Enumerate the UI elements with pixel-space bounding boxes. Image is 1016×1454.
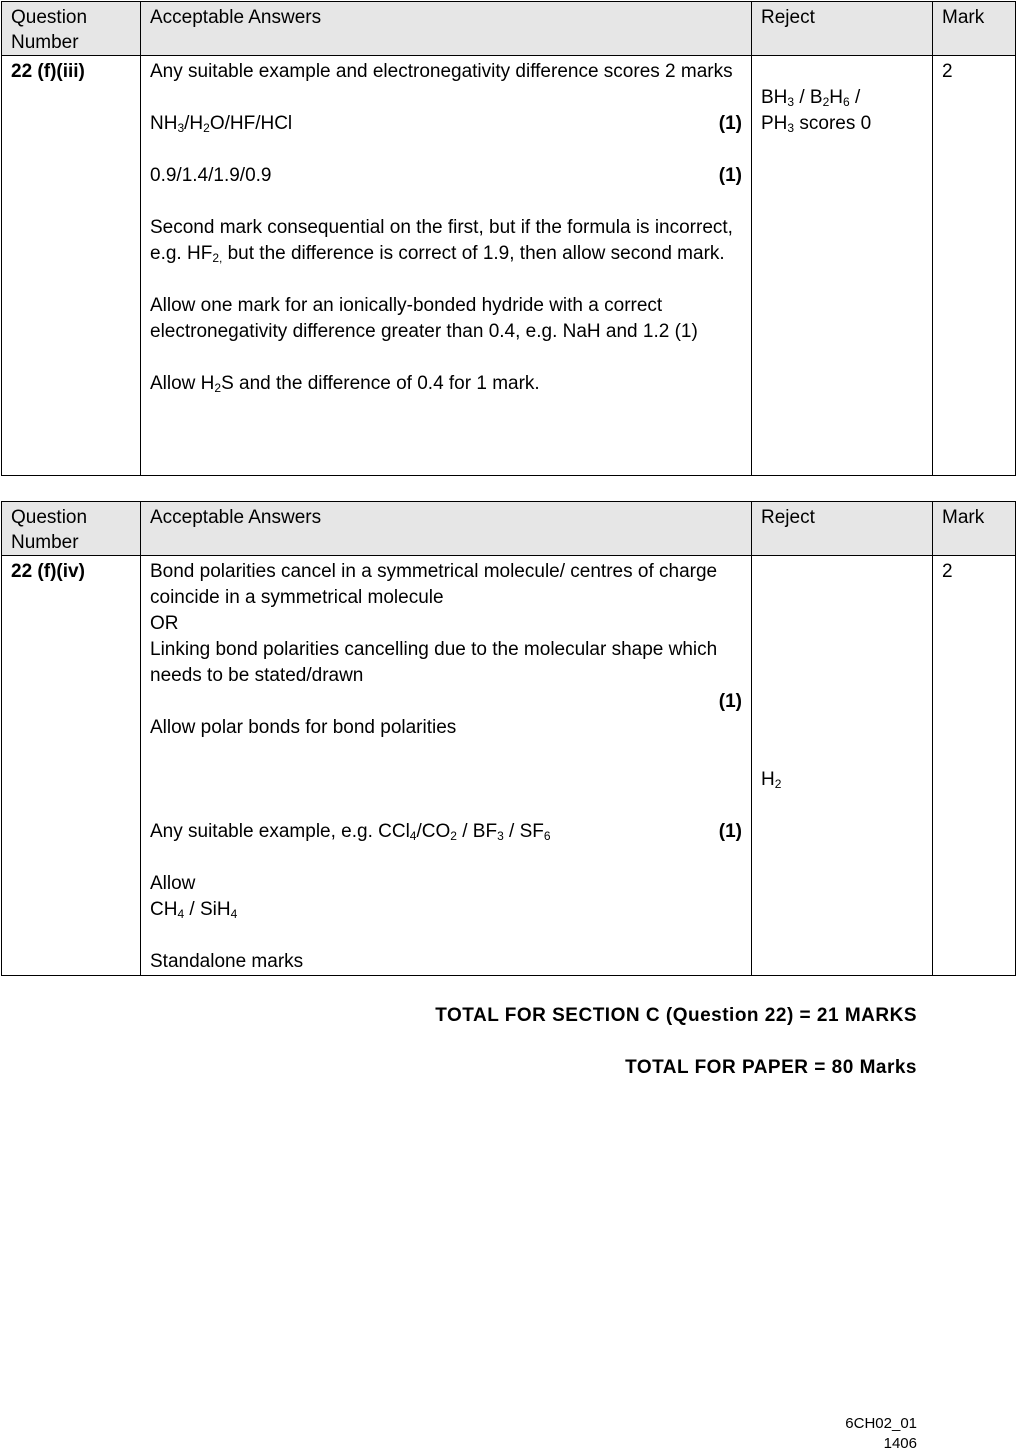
- allow-label: Allow: [150, 873, 196, 894]
- example-line: Any suitable example, e.g. $CCl_4/CO_2 / BF_3 / SF_6$ (1): [150, 821, 742, 843]
- paper-code: 6CH02_01: [845, 1415, 917, 1432]
- question-number: 22 (f)(iii): [2, 56, 141, 476]
- paper-total: TOTAL FOR PAPER = 80 Marks: [625, 1057, 917, 1078]
- question-number: 22 (f)(iv): [2, 556, 141, 976]
- answer-linking: Linking bond polarities cancelling due to the molecular shape which needs to be stated/drawn: [150, 639, 718, 686]
- header-question-number: Question Number: [2, 2, 141, 56]
- mark-indicator: (1): [718, 113, 742, 134]
- answer-symmetry: Bond polarities cancel in a symmetrical molecule/ centres of charge coincide in a symmetrical molecule: [150, 561, 718, 608]
- second-mark-note: Second mark consequential on the first, but if the formula is incorrect, e.g. $HF_{2,}$ but the difference is correct of 1.9, then allow second mark.: [150, 217, 733, 265]
- mark-indicator: (1): [718, 821, 742, 842]
- mark-indicator: (1): [718, 165, 742, 186]
- page-footer: [845, 1414, 917, 1454]
- header-question-number: Question Number: [2, 502, 141, 556]
- mark-cell: 2: [933, 556, 1016, 976]
- table-row: [2, 556, 1016, 976]
- header-acceptable-answers: Acceptable Answers: [141, 502, 752, 556]
- answer-or: OR: [150, 613, 179, 634]
- acceptable-answers-cell: [141, 556, 752, 976]
- table-row: [2, 56, 1016, 476]
- header-mark: Mark: [933, 2, 1016, 56]
- formula-line: $NH_3/H_2O/HF$/HCl (1): [150, 113, 742, 135]
- header-reject: Reject: [752, 2, 933, 56]
- values-line: 0.9/1.4/1.9/0.9 (1): [150, 163, 742, 189]
- markscheme-table-2: [1, 501, 1016, 976]
- standalone-note: Standalone marks: [150, 951, 304, 972]
- header-mark: Mark: [933, 502, 1016, 556]
- header-acceptable-answers: Acceptable Answers: [141, 2, 752, 56]
- section-total: TOTAL FOR SECTION C (Question 22) = 21 MARKS: [435, 1005, 917, 1026]
- header-reject: Reject: [752, 502, 933, 556]
- reject-text: $BH_3 / B_2H_6$ / $PH_3$ scores 0: [761, 87, 872, 135]
- reject-cell: [752, 556, 933, 976]
- table-header-row: [2, 2, 1016, 56]
- mark-indicator: (1): [718, 691, 742, 712]
- page-number: 1406: [883, 1435, 917, 1452]
- acceptable-answers-cell: [141, 56, 752, 476]
- allow-polar-note: Allow polar bonds for bond polarities: [150, 717, 457, 738]
- allow-h2s-note: Allow $H_2S$ and the difference of 0.4 for 1 mark.: [150, 373, 540, 395]
- mark-cell: 2: [933, 56, 1016, 476]
- markscheme-table-1: [1, 1, 1016, 476]
- reject-cell: [752, 56, 933, 476]
- allow-ionic-note: Allow one mark for an ionically-bonded hydride with a correct electronegativity difference greater than 0.4, e.g. NaH and 1.2 (1): [150, 295, 698, 342]
- answer-intro: Any suitable example and electronegativity difference scores 2 marks: [150, 61, 733, 82]
- table-header-row: [2, 502, 1016, 556]
- allow-ch4-line: $CH_4 / SiH_4$: [150, 899, 238, 921]
- reject-text: $H_2$: [761, 769, 782, 791]
